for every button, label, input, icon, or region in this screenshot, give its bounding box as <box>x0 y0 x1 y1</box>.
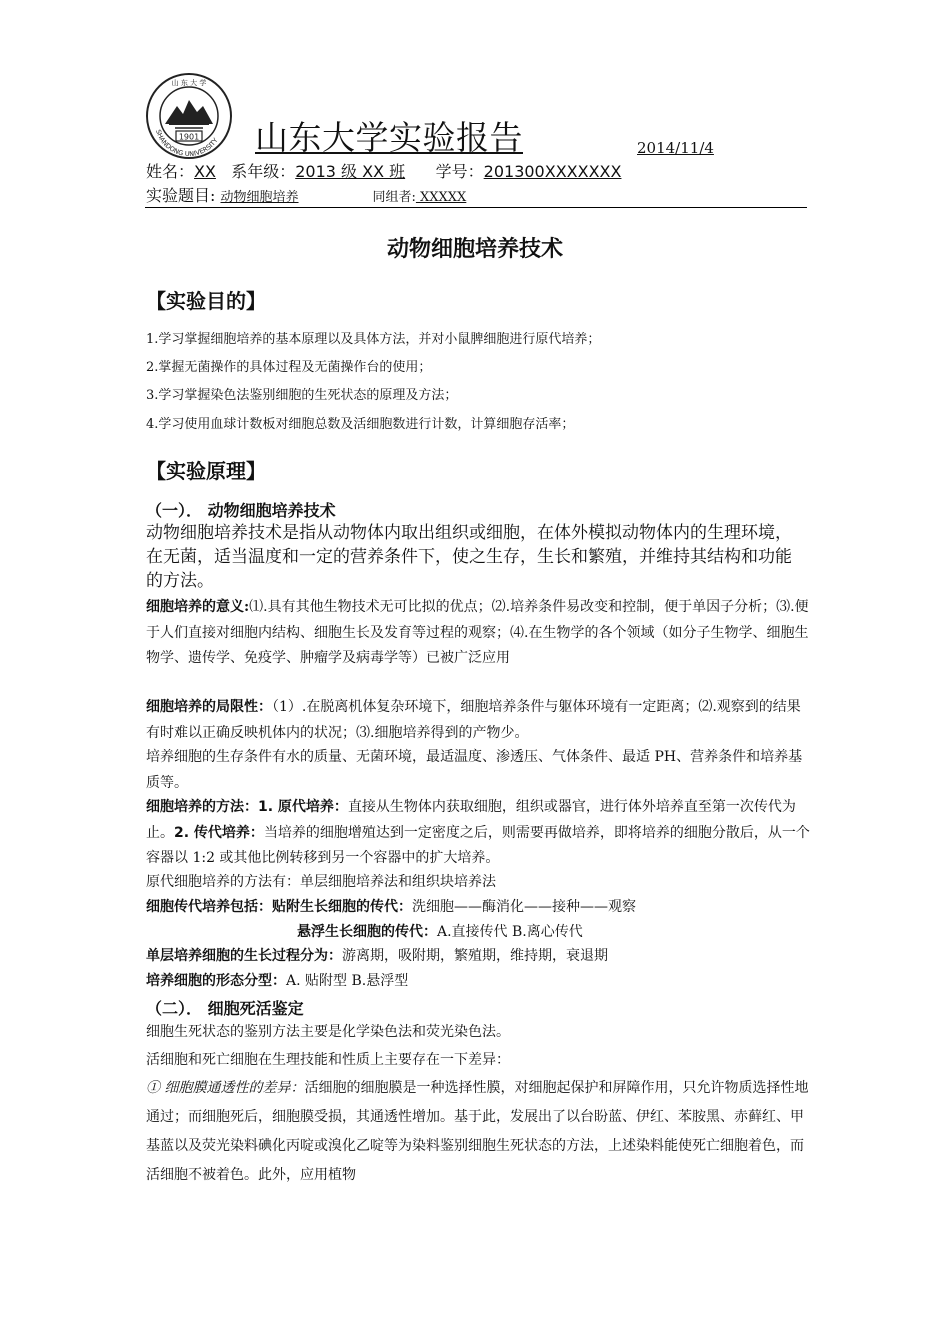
adherent-text: 洗细胞——酶消化——接种——观察 <box>412 899 636 915</box>
method-paragraph <box>146 795 818 872</box>
document-title: 动物细胞培养技术 <box>386 237 563 262</box>
method-1-text: 直接从生物体内获取细胞，组织或器官，进行体外培养直至第一次传代为止。 <box>146 799 796 841</box>
partner-label: 同组者: <box>372 190 416 205</box>
seal-text: SHANDONG UNIVERSITY <box>154 128 220 159</box>
limitation-label: 细胞培养的局限性： <box>146 699 272 715</box>
partner-value: XXXXX <box>415 190 467 205</box>
topic-label: 实验题目: <box>146 186 216 205</box>
passage-label: 细胞传代培养包括： <box>146 899 272 915</box>
topic-value: 动物细胞培养 <box>220 190 299 205</box>
membrane-text: 活细胞的细胞膜是一种选择性膜，对细胞起保护和屏障作用，只允许物质选择性地通过；而细胞死后，细胞膜受损，其通透性增加。基于此，发展出了以台盼蓝、伊红、苯胺黑、赤藓红、甲基蓝以及荧光染料碘化丙啶或溴化乙啶等为染料鉴别细胞生死状态的方法，上述染料能使死亡细胞着色，而活细胞不被着色。此外，应用植物 <box>146 1080 809 1183</box>
method-1-label: 1. 原代培养： <box>258 799 348 815</box>
morphology-label: 培养细胞的形态分型： <box>146 973 286 989</box>
report-title: 山东大学实验报告 <box>255 118 523 157</box>
significance-text: ⑴.具有其他生物技术无可比拟的优点；⑵.培养条件易改变和控制，便于单因子分析；⑶.便于人们直接对细胞内结构、细胞生长及发育等过程的观察；⑷.在生物学的各个领域（如分子生物学、细胞生物学、遗传学、免疫学、肿瘤学及病毒学等）已被广泛应用 <box>146 599 809 666</box>
method-2-label: 2. 传代培养： <box>174 824 264 841</box>
membrane-label: ① 细胞膜通透性的差异： <box>146 1080 305 1096</box>
experiment-info-line <box>146 185 466 209</box>
part1-heading: （一）． 动物细胞培养技术 <box>146 501 336 520</box>
conditions-paragraph: 培养细胞的生存条件有水的质量、无菌环境，最适温度、渗透压、气体条件、最适 PH、营养条件和培养基质等。 <box>146 749 803 791</box>
primary-methods-line: 原代细胞培养的方法有：单层细胞培养法和组织块培养法 <box>146 874 496 890</box>
part2-heading: （二）． 细胞死活鉴定 <box>146 999 304 1018</box>
id-value: 201300XXXXXXX <box>483 162 622 181</box>
part1-intro: 动物细胞培养技术是指从动物体内取出组织或细胞，在体外模拟动物体内的生理环境，在无菌，适当温度和一定的营养条件下，使之生存，生长和繁殖，并维持其结构和功能的方法。 <box>146 523 792 591</box>
header-divider <box>145 207 807 208</box>
method-label: 细胞培养的方法： <box>146 799 258 815</box>
id-label: 学号： <box>435 162 484 181</box>
purpose-item: 4.学习使用血球计数板对细胞总数及活细胞数进行计数，计算细胞存活率； <box>146 417 575 432</box>
significance-paragraph <box>146 595 814 672</box>
growth-line <box>146 945 608 967</box>
morphology-text: A. 贴附型 B.悬浮型 <box>286 973 409 989</box>
part2-line2: 活细胞和死亡细胞在生理技能和性质上主要存在一下差异： <box>146 1052 510 1068</box>
name-label: 姓名： <box>146 162 195 181</box>
university-seal-logo <box>145 72 233 160</box>
morphology-line <box>146 970 408 992</box>
name-value: XX <box>194 162 216 181</box>
principle-heading: 【实验原理】 <box>146 459 266 483</box>
suspension-text: A.直接传代 B.离心传代 <box>437 924 583 940</box>
passage-line <box>146 896 636 918</box>
purpose-item: 3.学习掌握染色法鉴别细胞的生死状态的原理及方法； <box>146 388 458 403</box>
suspension-label: 悬浮生长细胞的传代： <box>297 924 437 940</box>
suspension-line <box>297 921 583 943</box>
method-2-text: 当培养的细胞增殖达到一定密度之后，则需要再做培养，即将培养的细胞分散后，从一个容器以 1:2 或其他比例转移到另一个容器中的扩大培养。 <box>146 824 810 866</box>
grade-value: 2013 级 XX 班 <box>295 162 406 181</box>
significance-label: 细胞培养的意义: <box>146 599 250 615</box>
growth-label: 单层培养细胞的生长过程分为： <box>146 948 342 964</box>
report-date: 2014/11/4 <box>637 139 714 157</box>
limitation-text: （1）.在脱离机体复杂环境下，细胞培养条件与躯体环境有一定距离；⑵.观察到的结果有时难以正确反映机体内的状况；⑶.细胞培养得到的产物少。 <box>146 699 801 741</box>
seal-year: 1901 <box>178 132 200 142</box>
part2-line1: 细胞生死状态的鉴别方法主要是化学染色法和荧光染色法。 <box>146 1024 510 1040</box>
limitation-paragraph <box>146 695 814 746</box>
growth-text: 游离期，吸附期，繁殖期，维持期，衰退期 <box>342 948 608 964</box>
purpose-item: 2.掌握无菌操作的具体过程及无菌操作台的使用； <box>146 360 432 375</box>
svg-text:山 东 大 学: 山 东 大 学 <box>171 79 207 87</box>
grade-label: 系年级： <box>231 162 296 181</box>
student-info-line <box>146 161 621 183</box>
adherent-label: 贴附生长细胞的传代： <box>272 899 412 915</box>
purpose-item: 1.学习掌握细胞培养的基本原理以及具体方法，并对小鼠脾细胞进行原代培养； <box>146 332 601 347</box>
purpose-heading: 【实验目的】 <box>146 289 266 313</box>
membrane-paragraph <box>146 1074 814 1190</box>
